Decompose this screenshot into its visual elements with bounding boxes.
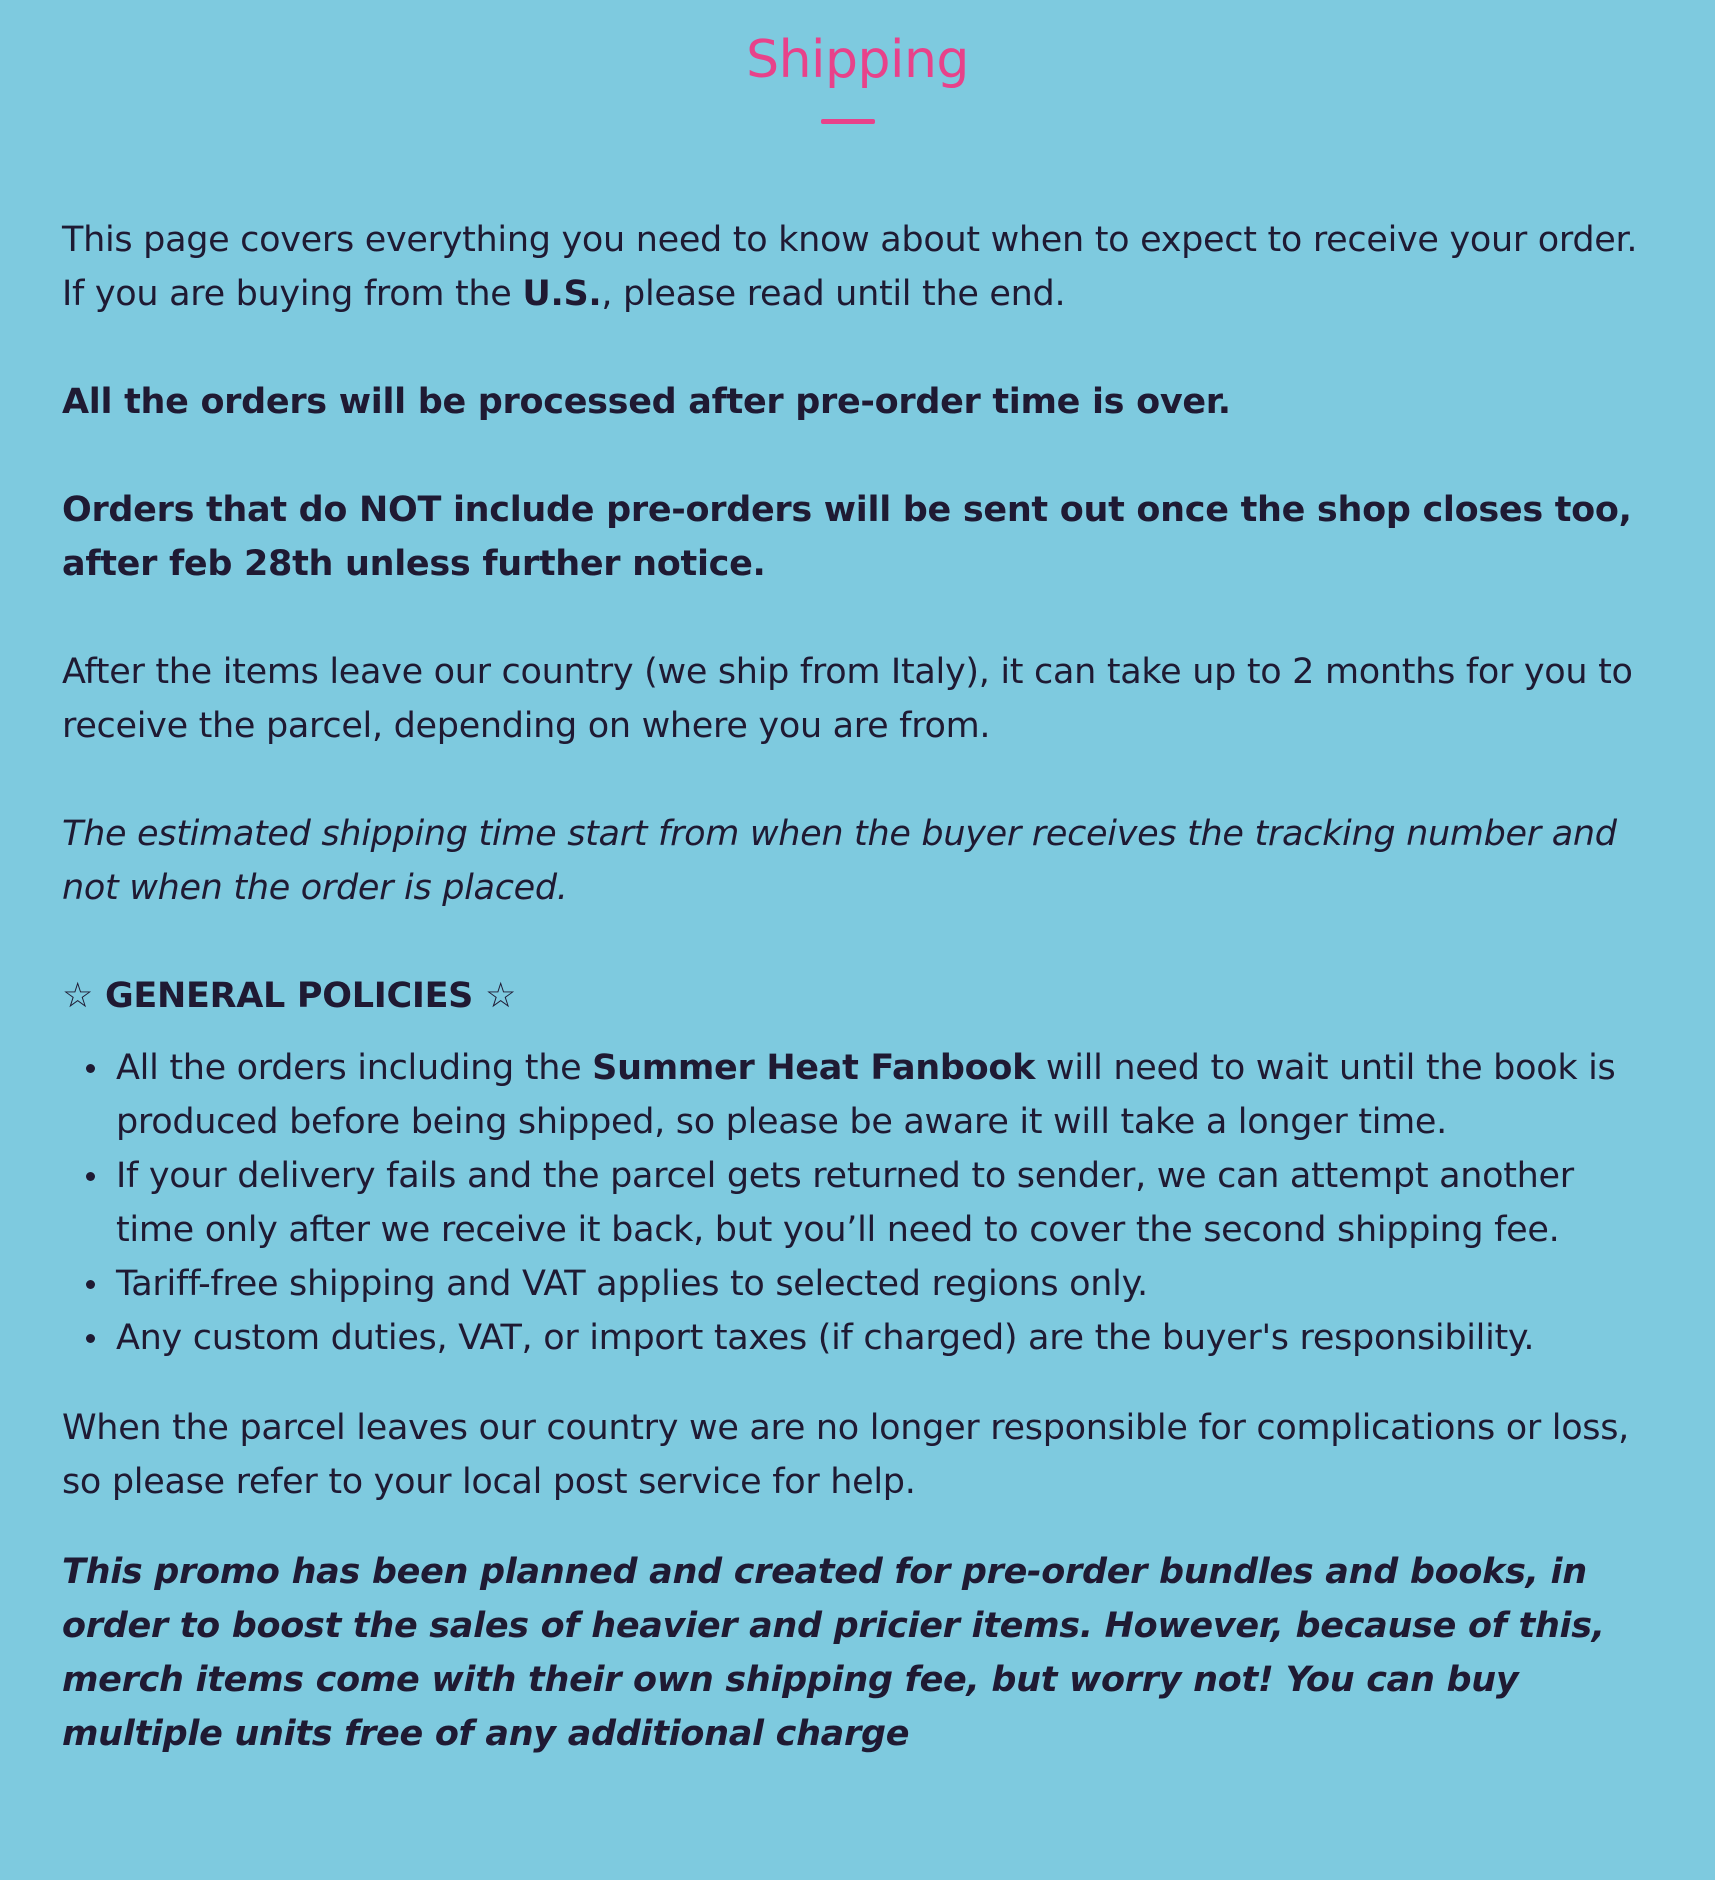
policy-item-fanbook [62,1041,1662,1149]
policies-heading: ☆ GENERAL POLICIES ☆ [62,976,517,1016]
transit-time-paragraph: After the items leave our country (we ship from Italy), it can take up to 2 months for you to receive the parcel, depending on where you are from. [62,652,1633,746]
shipping-content [62,213,1662,1761]
responsibility-paragraph: When the parcel leaves our country we are no longer responsible for complications or loss, so please refer to your local post service for help. [62,1408,1630,1502]
processing-notice: All the orders will be processed after pre-order time is over. [62,382,1231,422]
non-preorder-notice: Orders that do NOT include pre-orders will be sent out once the shop closes too, after feb 28th unless further notice. [62,490,1632,584]
intro-line2-bold: U.S. [522,274,602,314]
page-title: Shipping [746,30,969,90]
policy-item-duties: Any custom duties, VAT, or import taxes (if charged) are the buyer's responsibility. [62,1311,1662,1365]
policy-item-failed-delivery: If your delivery fails and the parcel gets returned to sender, we can attempt another time only after we receive it back, but you’ll need to cover the second shipping fee. [62,1149,1662,1257]
estimate-note: The estimated shipping time start from when the buyer receives the tracking number and not when the order is placed. [62,814,1617,908]
intro-paragraph [62,213,1662,321]
policy-item-fanbook-before: All the orders including the [116,1048,593,1088]
policy-item-fanbook-after: will need to wait until the book is produced before being shipped, so please be aware it will take a longer time. [116,1048,1616,1142]
policy-item-fanbook-bold: Summer Heat Fanbook [592,1048,1036,1088]
promo-paragraph: This promo has been planned and created for pre-order bundles and books, in order to boost the sales of heavier and pricier items. However, because of this, merch items come with their own shipping fee, but worry not! You can buy multiple units free of any additional charge [62,1552,1605,1754]
intro-line2-after: , please read until the end. [601,274,1066,314]
intro-line1: This page covers everything you need to know about when to expect to receive your order. [62,220,1638,260]
intro-line2-before: If you are buying from the [62,274,523,314]
policies-list [62,1041,1662,1365]
policy-item-tariff: Tariff-free shipping and VAT applies to selected regions only. [62,1257,1662,1311]
title-underline [821,119,875,124]
